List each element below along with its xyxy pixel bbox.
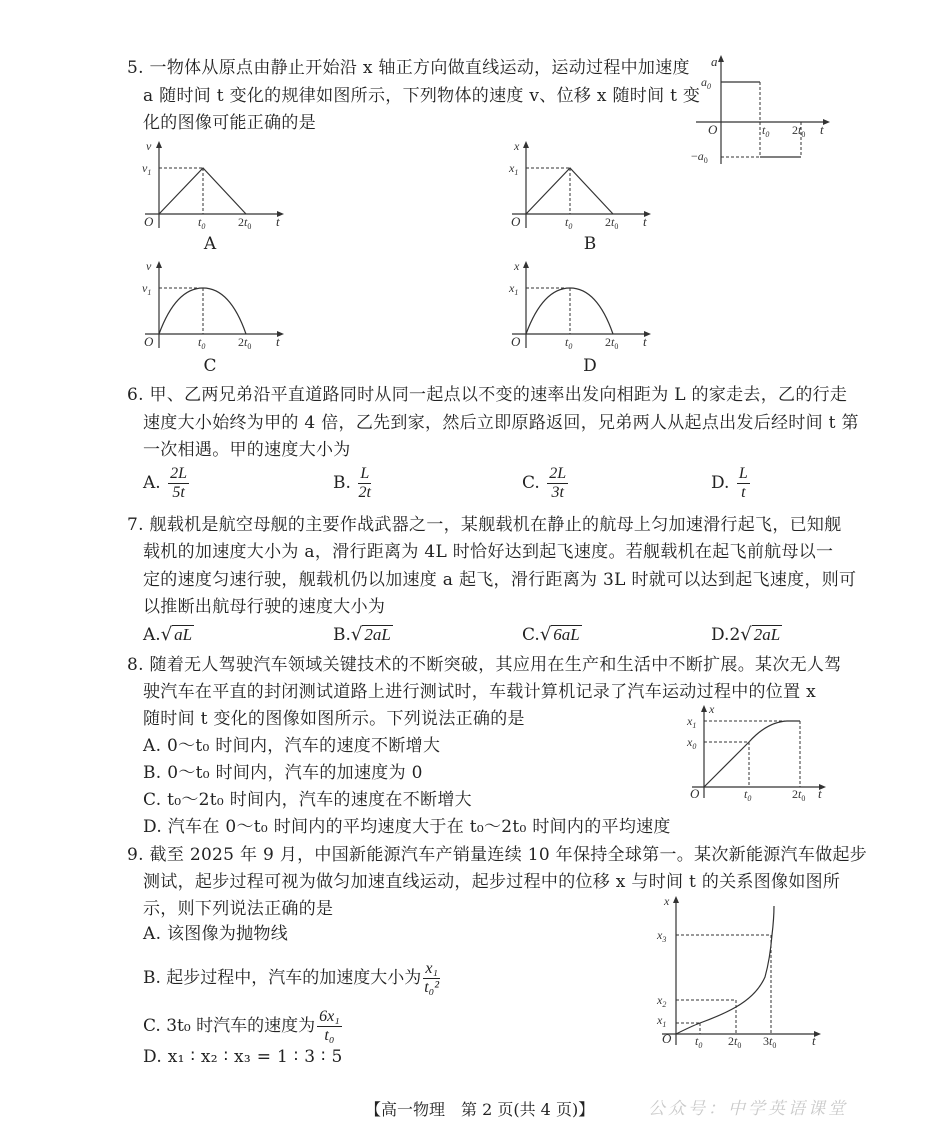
q8-stem-line2: 驶汽车在平直的封闭测试道路上进行测试时，车载计算机记录了汽车运动过程中的位置 x bbox=[143, 682, 816, 702]
sqrt-icon: √ bbox=[350, 624, 363, 645]
q7-option-d[interactable] bbox=[711, 625, 782, 645]
q7-stem-line2: 载机的加速度大小为 a，滑行距离为 4L 时恰好达到起飞速度。若舰载机在起飞前航母以一 bbox=[143, 542, 834, 562]
q5-option-b-graph bbox=[507, 138, 657, 233]
svg-text:a: a bbox=[711, 54, 718, 69]
q6-stem-line1: 6. 甲、乙两兄弟沿平直道路同时从同一起点以不变的速率出发向相距为 L 的家走去，乙的行走 bbox=[127, 385, 848, 405]
svg-text:t: t bbox=[812, 1033, 816, 1048]
denominator: 5t bbox=[172, 484, 185, 501]
q9-option-b[interactable] bbox=[143, 960, 440, 997]
svg-text:x: x bbox=[514, 259, 520, 273]
sqrt-icon: √ bbox=[160, 624, 173, 645]
radicand: aL bbox=[174, 625, 193, 644]
svg-text:O: O bbox=[662, 1031, 672, 1046]
svg-text:t: t bbox=[820, 122, 824, 137]
radicand: 2aL bbox=[364, 625, 391, 644]
fraction bbox=[423, 960, 440, 997]
fraction bbox=[737, 465, 750, 502]
q5-option-c-graph bbox=[140, 258, 290, 353]
q6-stem-line3: 一次相遇。甲的速度大小为 bbox=[143, 440, 351, 460]
q7-option-b[interactable] bbox=[333, 625, 393, 645]
svg-text:2t0: $2t_0$ bbox=[728, 1034, 742, 1050]
svg-text:x: x bbox=[709, 702, 715, 716]
q5-stem-line1: 5. 一物体从原点由静止开始沿 x 轴正方向做直线运动，运动过程中加速度 bbox=[127, 58, 690, 78]
option-label: C. bbox=[522, 473, 540, 493]
svg-text:t: t bbox=[643, 334, 647, 349]
q9-option-c[interactable] bbox=[143, 1008, 342, 1045]
q8-option-d[interactable]: D. 汽车在 0～t₀ 时间内的平均速度大于在 t₀～2t₀ 时间内的平均速度 bbox=[143, 817, 671, 837]
option-label: A. bbox=[143, 625, 161, 645]
option-text: C. 3t₀ 时汽车的速度为 bbox=[143, 1016, 316, 1036]
q5-acceleration-time-graph bbox=[688, 52, 838, 172]
numerator: 2L bbox=[549, 465, 567, 482]
svg-text:O: O bbox=[511, 334, 521, 349]
option-text: B. 起步过程中，汽车的加速度大小为 bbox=[143, 968, 422, 988]
option-label: D. bbox=[711, 625, 730, 645]
sqrt-icon: √ bbox=[740, 624, 752, 645]
svg-text:3t0: $3t_0$ bbox=[763, 1034, 777, 1050]
q5-option-a-graph bbox=[140, 138, 290, 233]
svg-text:2t0: $2t_0$ bbox=[238, 215, 252, 231]
q5-option-c-label: C bbox=[203, 356, 217, 376]
option-label: D. bbox=[711, 473, 730, 493]
svg-text:O: O bbox=[708, 122, 718, 137]
q8-stem-line1: 8. 随着无人驾驶汽车领域关键技术的不断突破，其应用在生产和生活中不断扩展。某次无人驾 bbox=[127, 655, 842, 675]
svg-text:v1: $v_1$ bbox=[142, 161, 152, 177]
denominator: t₀ bbox=[324, 1027, 335, 1044]
svg-text:2t0: $2t_0$ bbox=[792, 123, 806, 139]
q8-stem-line3: 随时间 t 变化的图像如图所示。下列说法正确的是 bbox=[143, 709, 525, 729]
q5-stem-line2: a 随时间 t 变化的规律如图所示，下列物体的速度 v、位移 x 随时间 t 变 bbox=[143, 86, 701, 106]
svg-text:v: v bbox=[146, 139, 152, 153]
svg-text:t0: $t_0$ bbox=[695, 1034, 703, 1050]
q9-stem-line2: 测试，起步过程可视为做匀加速直线运动，起步过程中的位移 x 与时间 t 的关系图像如图所 bbox=[143, 872, 841, 892]
svg-text:2t0: $2t_0$ bbox=[238, 335, 252, 351]
fraction bbox=[317, 1008, 342, 1045]
svg-text:x: x bbox=[514, 139, 520, 153]
svg-text:x2: $x_2$ bbox=[657, 993, 667, 1009]
q7-option-c[interactable] bbox=[522, 625, 582, 645]
q7-stem-line1: 7. 舰载机是航空母舰的主要作战武器之一，某舰载机在静止的航母上匀加速滑行起飞，已知舰 bbox=[127, 515, 842, 535]
svg-text:x1: $x_1$ bbox=[687, 714, 697, 730]
q8-option-a[interactable]: A. 0～t₀ 时间内，汽车的速度不断增大 bbox=[143, 736, 441, 756]
svg-text:a0: $a_0$ bbox=[701, 75, 711, 91]
denominator: t₀² bbox=[424, 979, 440, 996]
q5-option-d-graph bbox=[507, 258, 657, 353]
svg-text:2t0: $2t_0$ bbox=[605, 335, 619, 351]
svg-text:v: v bbox=[146, 259, 152, 273]
fraction bbox=[168, 465, 189, 502]
svg-text:2t0: $2t_0$ bbox=[605, 215, 619, 231]
svg-text:x: x bbox=[664, 894, 670, 908]
svg-text:x0: $x_0$ bbox=[687, 735, 697, 751]
svg-text:x1: $x_1$ bbox=[509, 161, 519, 177]
q9-option-a[interactable]: A. 该图像为抛物线 bbox=[143, 924, 289, 944]
q8-option-b[interactable]: B. 0～t₀ 时间内，汽车的加速度为 0 bbox=[143, 763, 423, 783]
denominator: 3t bbox=[551, 484, 564, 501]
q9-stem-line3: 示，则下列说法正确的是 bbox=[143, 899, 334, 919]
svg-text:t: t bbox=[276, 214, 280, 229]
q9-option-d[interactable]: D. x₁ ∶ x₂ ∶ x₃ = 1 ∶ 3 ∶ 5 bbox=[143, 1047, 343, 1067]
svg-text:t: t bbox=[818, 786, 822, 801]
q6-option-c[interactable] bbox=[522, 465, 568, 502]
svg-text:t: t bbox=[643, 214, 647, 229]
svg-text:t0: $t_0$ bbox=[198, 335, 206, 351]
q8-position-time-graph bbox=[682, 702, 832, 802]
numerator: L bbox=[738, 465, 748, 482]
sqrt-icon: √ bbox=[539, 624, 552, 645]
q6-option-b[interactable] bbox=[333, 465, 371, 502]
radicand: 2aL bbox=[753, 625, 781, 644]
q6-stem-line2: 速度大小始终为甲的 4 倍，乙先到家，然后立即原路返回，兄弟两人从起点出发后经时间 t 第 bbox=[143, 413, 859, 433]
coefficient: 2 bbox=[729, 625, 741, 645]
option-label: C. bbox=[522, 625, 540, 645]
q8-option-c[interactable]: C. t₀～2t₀ 时间内，汽车的速度在不断增大 bbox=[143, 790, 472, 810]
q9-stem-line1: 9. 截至 2025 年 9 月，中国新能源汽车产销量连续 10 年保持全球第一。某次新能源汽车做起步 bbox=[127, 845, 868, 865]
q7-stem-line3: 定的速度匀速行驶，舰载机仍以加速度 a 起飞，滑行距离为 3L 时就可以达到起飞速度，则可 bbox=[143, 570, 857, 590]
svg-text:O: O bbox=[144, 334, 154, 349]
option-label: B. bbox=[333, 625, 351, 645]
fraction bbox=[358, 465, 371, 502]
q6-option-a[interactable] bbox=[143, 465, 189, 502]
q7-option-a[interactable] bbox=[143, 625, 194, 645]
svg-text:−a0: $-a_0$ bbox=[691, 149, 708, 165]
svg-text:x1: $x_1$ bbox=[509, 281, 519, 297]
q7-stem-line4: 以推断出航母行驶的速度大小为 bbox=[143, 597, 386, 617]
svg-text:O: O bbox=[690, 786, 700, 801]
svg-text:t0: $t_0$ bbox=[198, 215, 206, 231]
svg-text:t0: $t_0$ bbox=[762, 123, 770, 139]
watermark: 公众号：中学英语课堂 bbox=[648, 1099, 848, 1119]
q9-displacement-time-graph bbox=[652, 893, 832, 1051]
numerator: L bbox=[360, 465, 370, 482]
numerator: 6x₁ bbox=[319, 1008, 340, 1025]
q6-option-d[interactable] bbox=[711, 465, 750, 502]
denominator: t bbox=[741, 484, 746, 501]
q5-option-a-label: A bbox=[203, 234, 217, 254]
svg-text:t0: $t_0$ bbox=[744, 787, 752, 802]
page-footer: 【高一物理 第 2 页(共 4 页)】 bbox=[365, 1100, 595, 1119]
svg-text:2t0: $2t_0$ bbox=[792, 787, 806, 802]
svg-text:t0: $t_0$ bbox=[565, 335, 573, 351]
svg-text:O: O bbox=[511, 214, 521, 229]
numerator: 2L bbox=[170, 465, 187, 482]
numerator: x₁ bbox=[425, 960, 438, 977]
svg-text:x3: $x_3$ bbox=[657, 928, 667, 944]
svg-text:x1: $x_1$ bbox=[657, 1013, 667, 1029]
q5-stem-line3: 化的图像可能正确的是 bbox=[143, 113, 316, 133]
svg-text:O: O bbox=[144, 214, 154, 229]
fraction bbox=[547, 465, 568, 502]
q5-option-d-label: D bbox=[583, 356, 597, 376]
svg-text:t: t bbox=[276, 334, 280, 349]
radicand: 6aL bbox=[553, 625, 580, 644]
option-label: B. bbox=[333, 473, 351, 493]
svg-text:v1: $v_1$ bbox=[142, 281, 152, 297]
svg-text:t0: $t_0$ bbox=[565, 215, 573, 231]
option-label: A. bbox=[143, 473, 161, 493]
q5-option-b-label: B bbox=[583, 234, 597, 254]
denominator: 2t bbox=[358, 484, 371, 501]
